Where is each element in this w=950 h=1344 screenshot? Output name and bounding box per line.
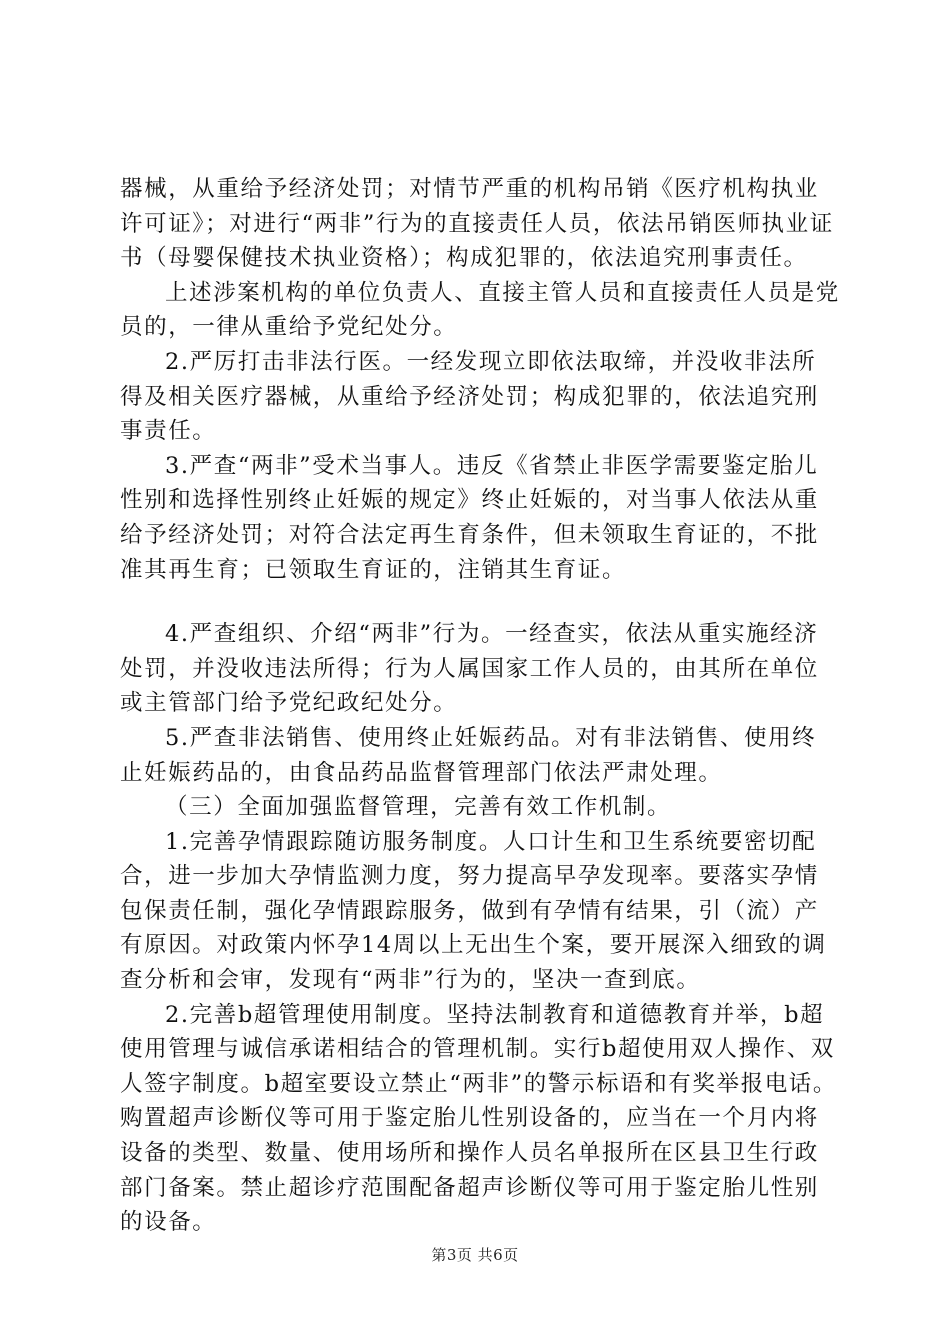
paragraph-mechanism-1-tracking: 1.完善孕情跟踪随访服务制度。人口计生和卫生系统要密切配合，进一步加大孕情监测力度，努力提高早孕发现率。要落实孕情包保责任制，强化孕情跟踪服务，做到有孕情有结果，引（流）产有原因。对政策内怀孕14周以上无出生个案，要开展深入细致的调查分析和会审，发现有“两非”行为的，坚决一查到底。 xyxy=(120,828,827,994)
section-heading-3: （三）全面加强监督管理，完善有效工作机制。 xyxy=(165,794,672,821)
paragraph-item-5-drugs: 5.严查非法销售、使用终止妊娠药品。对有非法销售、使用终止妊娠药品的，由食品药品监督管理部门依法严肃处理。 xyxy=(120,724,817,786)
paragraph-mechanism-2-ultrasound: 2.完善b超管理使用制度。坚持法制教育和道德教育并举，b超使用管理与诚信承诺相结合的管理机制。实行b超使用双人操作、双人签字制度。b超室要设立禁止“两非”的警示标语和有奖举报电话。购置超声诊断仪等可用于鉴定胎儿性别设备的，应当在一个月内将设备的类型、数量、使用场所和操作人员名单报所在区县卫生行政部门备案。禁止超诊疗范围配备超声诊断仪等可用于鉴定胎儿性别的设备。 xyxy=(120,1001,838,1236)
paragraph-item-3-parties: 3.严查“两非”受术当事人。违反《省禁止非医学需要鉴定胎儿性别和选择性别终止妊娠的规定》终止妊娠的，对当事人依法从重给予经济处罚；对符合法定再生育条件，但未领取生育证的，不批准其再生育；已领取生育证的，注销其生育证。 xyxy=(120,452,819,583)
paragraph-party-discipline: 上述涉案机构的单位负责人、直接主管人员和直接责任人员是党员的，一律从重给予党纪处分。 xyxy=(120,279,840,341)
page-number-footer: 第3页 共6页 xyxy=(431,1246,519,1264)
paragraph-item-4-organizers: 4.严查组织、介绍“两非”行为。一经查实，依法从重实施经济处罚，并没收违法所得；行为人属国家工作人员的，由其所在单位或主管部门给予党纪政纪处分。 xyxy=(120,621,819,717)
paragraph-item-2-illegal-practice: 2.严厉打击非法行医。一经发现立即依法取缔，并没收非法所得及相关医疗器械，从重给予经济处罚；构成犯罪的，依法追究刑事责任。 xyxy=(120,348,819,445)
paragraph-continued-penalties: 器械，从重给予经济处罚；对情节严重的机构吊销《医疗机构执业许可证》；对进行“两非”行为的直接责任人员，依法吊销医师执业证书（母婴保健技术执业资格）；构成犯罪的，依法追究刑事责任。 xyxy=(120,176,834,272)
document-body xyxy=(120,172,840,1240)
